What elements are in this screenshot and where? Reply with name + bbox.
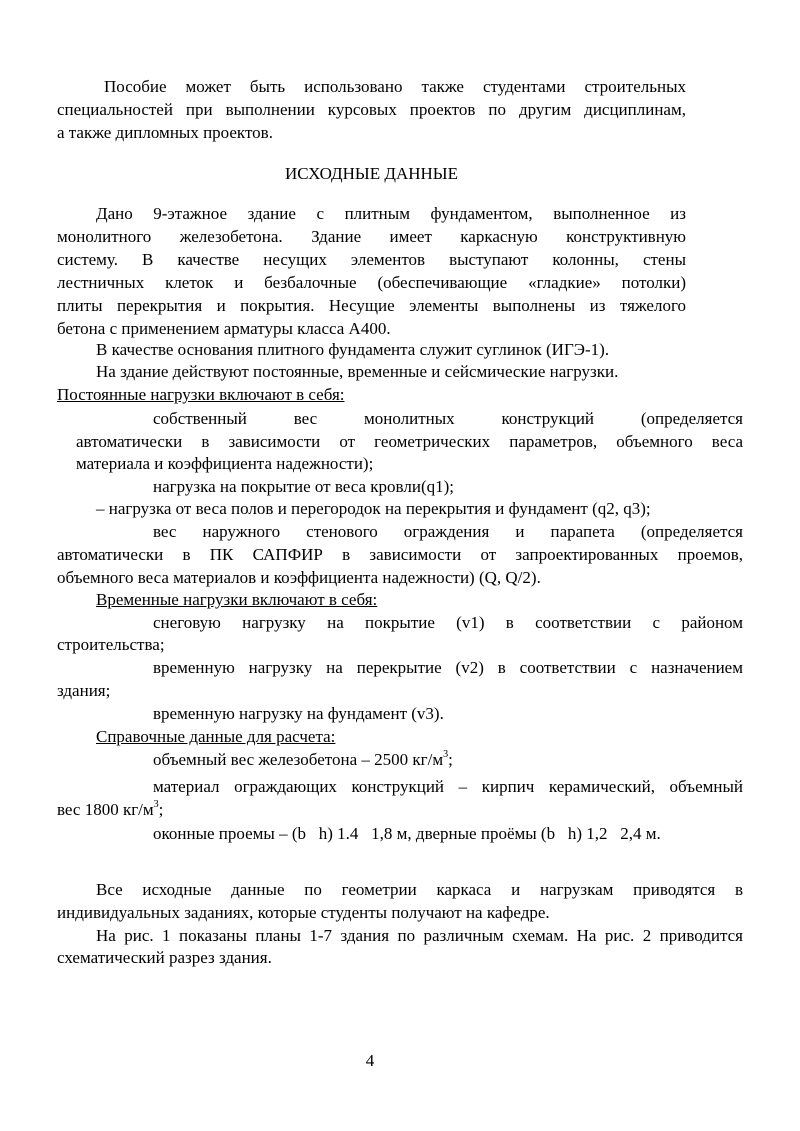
subheading-permanent-loads: Постоянные нагрузки включают в себя: bbox=[57, 385, 345, 404]
text-line: здания; bbox=[57, 681, 111, 700]
text-line: В качестве основания плитного фундамента служит суглинок (ИГЭ-1). bbox=[96, 340, 610, 359]
text-line: оконные проемы – (b h) 1.4 1,8 м, дверные проёмы (b h) 1,2 2,4 м. bbox=[153, 824, 661, 843]
text-line: временную нагрузку на фундамент (v3). bbox=[153, 704, 444, 723]
text-line: – нагрузка от веса полов и перегородок на перекрытия и фундамент (q2, q3); bbox=[96, 499, 651, 518]
section-heading: ИСХОДНЫЕ ДАННЫЕ bbox=[285, 164, 458, 183]
text-line: Пособие может быть использовано также студентами строительных bbox=[104, 77, 686, 96]
text-line: монолитного железобетона. Здание имеет каркасную конструктивную bbox=[57, 227, 686, 246]
text-line: а также дипломных проектов. bbox=[57, 123, 273, 142]
text-line: индивидуальных заданиях, которые студенты получают на кафедре. bbox=[57, 903, 550, 922]
text-line: вес наружного стенового ограждения и парапета (определяется bbox=[153, 522, 743, 541]
page-number: 4 bbox=[365, 1051, 375, 1070]
text-line: вес 1800 $кг/м^3$; bbox=[57, 799, 164, 819]
text-line: объемного веса материалов и коэффициента надежности) (Q, Q/2). bbox=[57, 568, 541, 587]
text-line: автоматически в ПК САПФИР в зависимости от запроектированных проемов, bbox=[57, 545, 743, 564]
text-line: систему. В качестве несущих элементов выступают колонны, стены bbox=[57, 250, 686, 269]
text-line: Дано 9-этажное здание с плитным фундаментом, выполненное из bbox=[96, 204, 686, 223]
text-line: нагрузка на покрытие от веса кровли(q1); bbox=[153, 477, 454, 496]
text-line: собственный вес монолитных конструкций (определяется bbox=[153, 409, 743, 428]
text-line: объемный вес железобетона – 2500 $кг/м^3$; bbox=[153, 749, 453, 769]
text-line: плиты перекрытия и покрытия. Несущие элементы выполнены из тяжелого bbox=[57, 296, 686, 315]
text-line: автоматически в зависимости от геометрических параметров, объемного веса bbox=[76, 432, 743, 451]
text-line: временную нагрузку на перекрытие (v2) в соответствии с назначением bbox=[153, 658, 743, 677]
text-line: снеговую нагрузку на покрытие (v1) в соответствии с районом bbox=[153, 613, 743, 632]
text-line: На рис. 1 показаны планы 1-7 здания по различным схемам. На рис. 2 приводится bbox=[96, 926, 743, 945]
text-line: специальностей при выполнении курсовых проектов по другим дисциплинам, bbox=[57, 100, 686, 119]
text-line: Все исходные данные по геометрии каркаса и нагрузкам приводятся в bbox=[96, 880, 743, 899]
text-line: строительства; bbox=[57, 635, 165, 654]
text-line: материал ограждающих конструкций – кирпич керамический, объемный bbox=[153, 777, 743, 796]
text-line: лестничных клеток и безбалочные (обеспечивающие «гладкие» потолки) bbox=[57, 273, 686, 292]
text-line: материала и коэффициента надежности); bbox=[76, 454, 374, 473]
text-line: На здание действуют постоянные, временные и сейсмические нагрузки. bbox=[96, 362, 619, 381]
subheading-temporary-loads: Временные нагрузки включают в себя: bbox=[96, 590, 378, 609]
text-line: бетона с применением арматуры класса А400. bbox=[57, 319, 391, 338]
subheading-reference-data: Справочные данные для расчета: bbox=[96, 727, 336, 746]
text-line: схематический разрез здания. bbox=[57, 948, 272, 967]
